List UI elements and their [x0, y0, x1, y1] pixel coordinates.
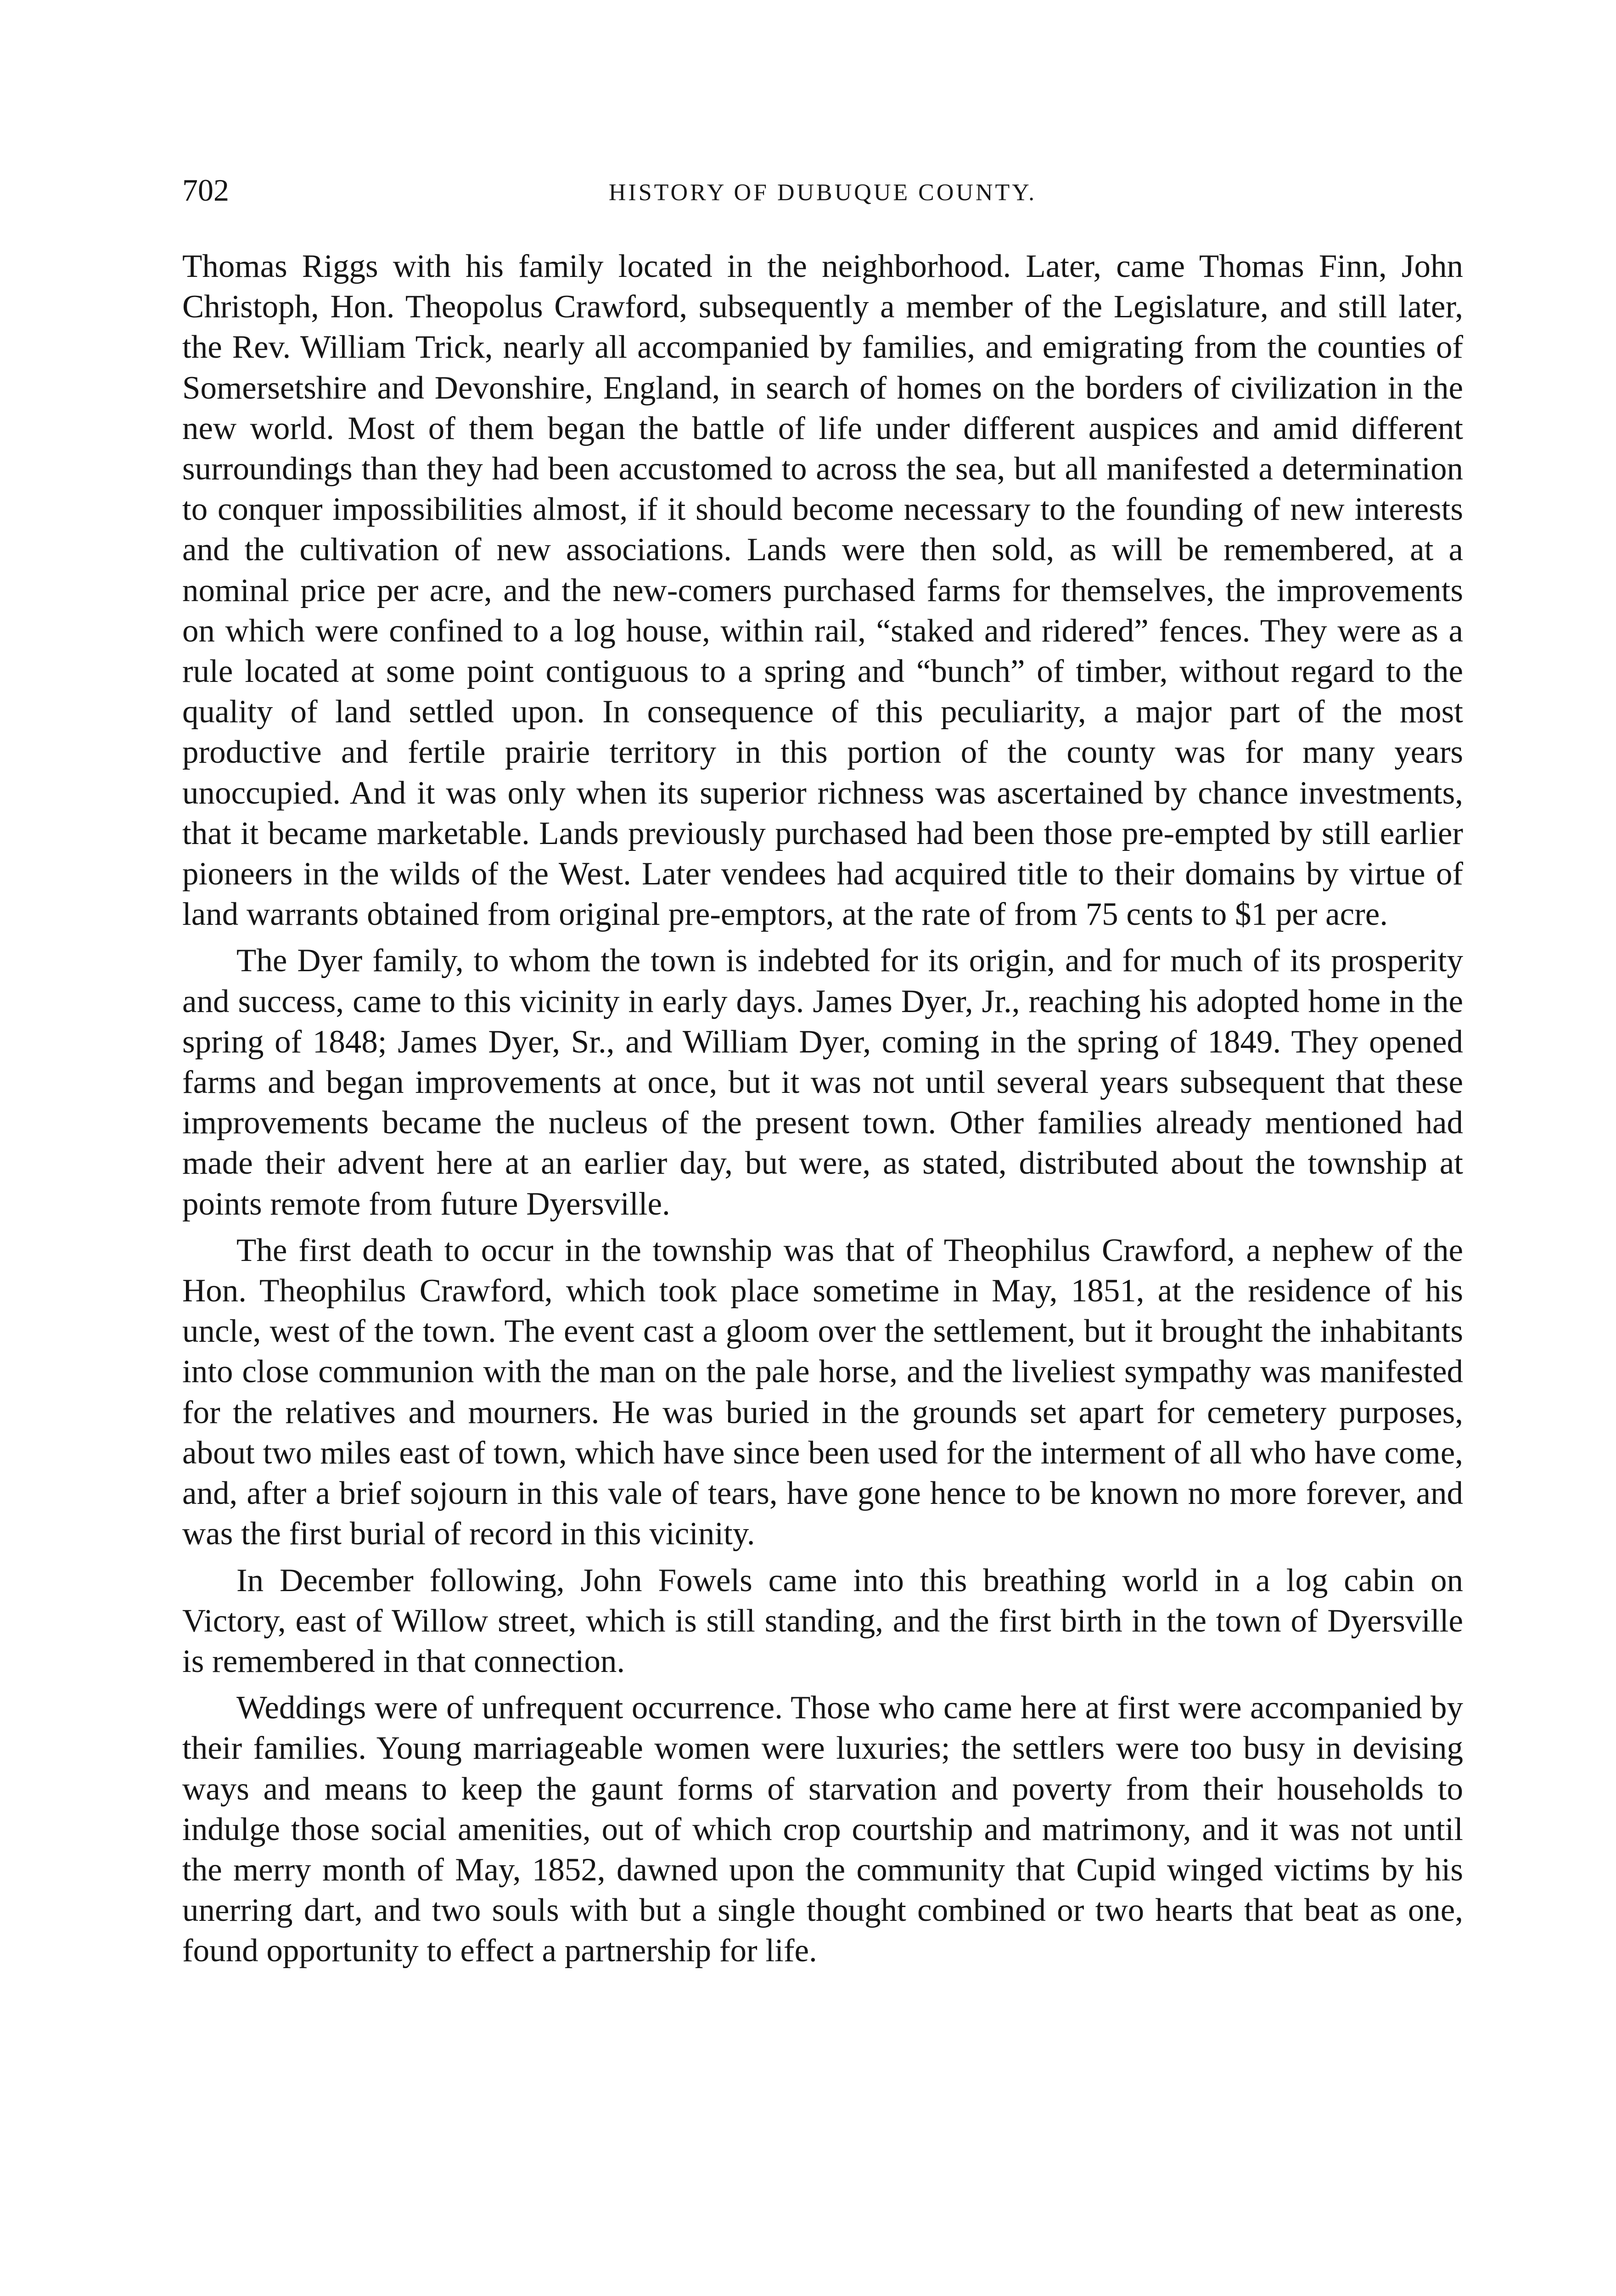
page-number: 702: [182, 173, 229, 208]
running-head: [182, 174, 1463, 230]
paragraph-dyer-family: The Dyer family, to whom the town is indebted for its origin, and for much of its prosperity and success, came to this vicinity in early days. James Dyer, Jr., reaching his adopted home in the spring of 1848; James Dyer, Sr., and William Dyer, coming in the spring of 1849. They opened farms and began improvements at once, but it was not until several years subsequent that these improvements became the nucleus of the present town. Other families already mentioned had made their advent here at an earlier day, but were, as stated, distributed about the township at points remote from future Dyersville.: [182, 943, 1463, 1222]
paragraph-first-birth: In December following, John Fowels came into this breathing world in a log cabin on Victory, east of Willow street, which is still standing, and the first birth in the town of Dyersville is remembered in that connection.: [182, 1562, 1463, 1679]
body-text: [182, 246, 1463, 1971]
paragraph-weddings: Weddings were of unfrequent occurrence. Those who came here at first were accompanied by their families. Young marriageable women were luxuries; the settlers were too busy in devising ways and means to keep the gaunt forms of starvation and poverty from their households to indulge those social amenities, out of which crop courtship and matrimony, and it was not until the merry month of May, 1852, dawned upon the community that Cupid winged victims by his unerring dart, and two souls with but a single thought combined or two hearts that beat as one, found opportunity to effect a partnership for life.: [182, 1690, 1463, 1969]
book-page: [182, 174, 1463, 1971]
paragraph-settlers: Thomas Riggs with his family located in the neighborhood. Later, came Thomas Finn, John Christoph, Hon. Theopolus Crawford, subsequently a member of the Legislature, and still later, the Rev. William Trick, nearly all accompanied by families, and emigrating from the counties of Somersetshire and Devonshire, England, in search of homes on the borders of civilization in the new world. Most of them began the battle of life under different auspices and amid different surroundings than they had been accustomed to across the sea, but all manifested a determination to conquer impossibilities almost, if it should become necessary to the founding of new interests and the cultivation of new associations. Lands were then sold, as will be remembered, at a nominal price per acre, and the new-comers purchased farms for themselves, the improvements on which were confined to a log house, within rail, “staked and ridered” fences. They were as a rule located at some point contiguous to a spring and “bunch” of timber, without regard to the quality of land settled upon. In consequence of this peculiarity, a major part of the most productive and fertile prairie territory in this portion of the county was for many years unoccupied. And it was only when its superior richness was ascertained by chance investments, that it became marketable. Lands previously purchased had been those pre-empted by still earlier pioneers in the wilds of the West. Later vendees had acquired title to their domains by virtue of land warrants obtained from original pre-emptors, at the rate of from 75 cents to $1 per acre.: [182, 248, 1463, 933]
running-title: HISTORY OF DUBUQUE COUNTY.: [608, 180, 1037, 206]
paragraph-first-death: The first death to occur in the township was that of Theophilus Crawford, a nephew of the Hon. Theophilus Crawford, which took place sometime in May, 1851, at the residence of his uncle, west of the town. The event cast a gloom over the settlement, but it brought the inhabitants into close communion with the man on the pale horse, and the liveliest sympathy was manifested for the relatives and mourners. He was buried in the grounds set apart for cemetery purposes, about two miles east of town, which have since been used for the interment of all who have come, and, after a brief sojourn in this vale of tears, have gone hence to be known no more forever, and was the first burial of record in this vicinity.: [182, 1232, 1463, 1552]
